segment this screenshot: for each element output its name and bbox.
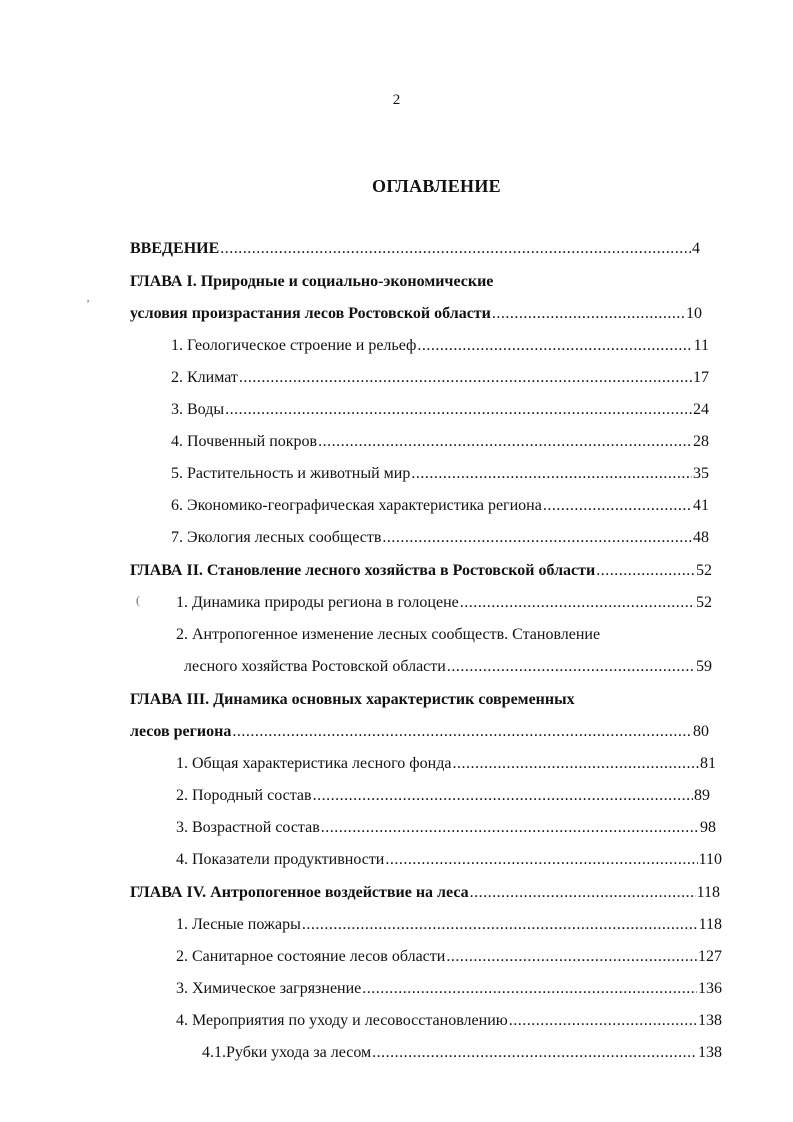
toc-entry-page: 4 — [692, 240, 700, 257]
toc-entry-label: лесного хозяйства Ростовской области — [184, 658, 446, 675]
toc-entry-3-1[interactable] — [176, 752, 716, 776]
toc-entry-label: ГЛАВА II. Становление лесного хозяйства в Ростовской области — [130, 562, 596, 579]
toc-entry-chapter-3[interactable] — [130, 720, 709, 744]
toc-entry-3-4[interactable] — [176, 848, 722, 872]
toc-entry-1-5[interactable] — [171, 462, 709, 486]
toc-entry-page: 10 — [686, 305, 702, 322]
toc-entry-page: 48 — [693, 529, 709, 546]
page-title: ОГЛАВЛЕНИЕ — [372, 176, 501, 196]
page-number: 2 — [392, 92, 401, 108]
toc-entry-label: 4.1.Рубки ухода за лесом — [202, 1044, 372, 1061]
toc-entry-label: ВВЕДЕНИЕ — [130, 240, 220, 257]
toc-leader-dots — [220, 237, 691, 261]
toc-entry-1-7[interactable] — [171, 526, 709, 550]
toc-entry-label: 4. Мероприятия по уходу и лесовосстановлению — [176, 1012, 508, 1029]
toc-leader-dots — [460, 591, 695, 615]
toc-leader-dots — [382, 526, 692, 550]
toc-leader-dots — [452, 752, 699, 776]
toc-entry-page: 138 — [698, 1044, 722, 1061]
toc-entry-page: 89 — [694, 787, 710, 804]
scan-mark: ‚ — [86, 290, 90, 304]
toc-entry-label: 2. Климат — [171, 369, 238, 386]
toc-entry-page: 28 — [693, 433, 709, 450]
toc-entry-label: 6. Экономико-географическая характеристика региона — [171, 497, 542, 514]
toc-entry-1-4[interactable] — [171, 430, 709, 454]
toc-entry-introduction[interactable] — [130, 237, 700, 261]
toc-leader-dots — [492, 302, 685, 326]
toc-entry-page: 17 — [693, 369, 709, 386]
toc-entry-page: 11 — [693, 337, 709, 354]
toc-leader-dots — [411, 462, 692, 486]
toc-leader-dots — [321, 816, 699, 840]
toc-entry-label: 4. Почвенный покров — [171, 433, 318, 450]
toc-entry-page: 41 — [693, 497, 709, 514]
toc-leader-dots — [313, 784, 693, 808]
toc-entry-4-4[interactable] — [176, 1009, 722, 1033]
toc-entry-label: 1. Геологическое строение и рельеф — [171, 337, 417, 354]
toc-entry-label: 2. Санитарное состояние лесов области — [176, 948, 446, 965]
toc-entry-page: 110 — [698, 851, 722, 868]
toc-entry-label: лесов региона — [130, 723, 232, 740]
toc-leader-dots — [543, 494, 692, 518]
toc-leader-dots — [417, 334, 692, 358]
toc-entry-page: 98 — [700, 819, 716, 836]
toc-entry-chapter-1[interactable] — [130, 302, 702, 326]
toc-entry-4-2[interactable] — [176, 945, 722, 969]
toc-entry-4-1[interactable] — [176, 913, 722, 937]
toc-chapter-3-line1: ГЛАВА III. Динамика основных характеристик современных — [130, 691, 575, 708]
toc-leader-dots — [470, 881, 696, 905]
toc-leader-dots — [385, 848, 697, 872]
toc-entry-page: 127 — [698, 948, 722, 965]
toc-entry-3-3[interactable] — [176, 816, 716, 840]
toc-leader-dots — [446, 945, 697, 969]
toc-entry-label: 5. Растительность и животный мир — [171, 465, 411, 482]
toc-entry-label: 1. Лесные пожары — [176, 916, 301, 933]
toc-entry-1-6[interactable] — [171, 494, 709, 518]
toc-entry-label: условия произрастания лесов Ростовской области — [130, 305, 491, 322]
toc-entry-label: 1. Общая характеристика лесного фонда — [176, 755, 452, 772]
toc-entry-4-3[interactable] — [176, 977, 722, 1001]
toc-entry-label: 4. Показатели продуктивности — [176, 851, 385, 868]
toc-leader-dots — [447, 655, 695, 679]
toc-entry-page: 59 — [696, 658, 712, 675]
scan-mark: ( — [136, 593, 140, 607]
toc-entry-label: 7. Экология лесных сообществ — [171, 529, 382, 546]
toc-entry-1-3[interactable] — [171, 398, 709, 422]
toc-entry-page: 52 — [696, 562, 712, 579]
toc-leader-dots — [509, 1009, 697, 1033]
toc-entry-3-2[interactable] — [176, 784, 710, 808]
toc-leader-dots — [372, 1041, 697, 1065]
toc-entry-page: 80 — [693, 723, 709, 740]
toc-entry-label: ГЛАВА IV. Антропогенное воздействие на леса — [130, 884, 469, 901]
toc-leader-dots — [362, 977, 697, 1001]
toc-entry-2-2[interactable] — [184, 655, 712, 679]
toc-entry-page: 81 — [700, 755, 716, 772]
toc-chapter-1-line1: ГЛАВА I. Природные и социально-экономические — [130, 273, 494, 290]
toc-entry-2-1[interactable] — [176, 591, 712, 615]
toc-entry-label: 3. Воды — [171, 401, 225, 418]
toc-entry-page: 136 — [698, 980, 722, 997]
toc-leader-dots — [302, 913, 698, 937]
toc-leader-dots — [318, 430, 692, 454]
toc-leader-dots — [596, 559, 695, 583]
toc-entry-chapter-2[interactable] — [130, 559, 712, 583]
toc-leader-dots — [239, 366, 692, 390]
toc-entry-1-2[interactable] — [171, 366, 709, 390]
toc-entry-page: 35 — [693, 465, 709, 482]
toc-entry-2-2-line1: 2. Антропогенное изменение лесных сообществ. Становление — [176, 626, 601, 643]
toc-entry-label: 2. Породный состав — [176, 787, 312, 804]
toc-entry-chapter-4[interactable] — [130, 881, 720, 905]
toc-entry-label: 3. Химическое загрязнение — [176, 980, 362, 997]
toc-leader-dots — [232, 720, 692, 744]
toc-entry-page: 138 — [698, 1012, 722, 1029]
toc-entry-4-4-1[interactable] — [202, 1041, 722, 1065]
toc-entry-label: 3. Возрастной состав — [176, 819, 320, 836]
toc-leader-dots — [225, 398, 692, 422]
toc-entry-page: 24 — [693, 401, 709, 418]
toc-entry-label: 1. Динамика природы региона в голоцене — [176, 594, 459, 611]
toc-entry-page: 118 — [698, 916, 722, 933]
toc-entry-page: 118 — [696, 884, 720, 901]
toc-entry-page: 52 — [696, 594, 712, 611]
toc-entry-1-1[interactable] — [171, 334, 709, 358]
